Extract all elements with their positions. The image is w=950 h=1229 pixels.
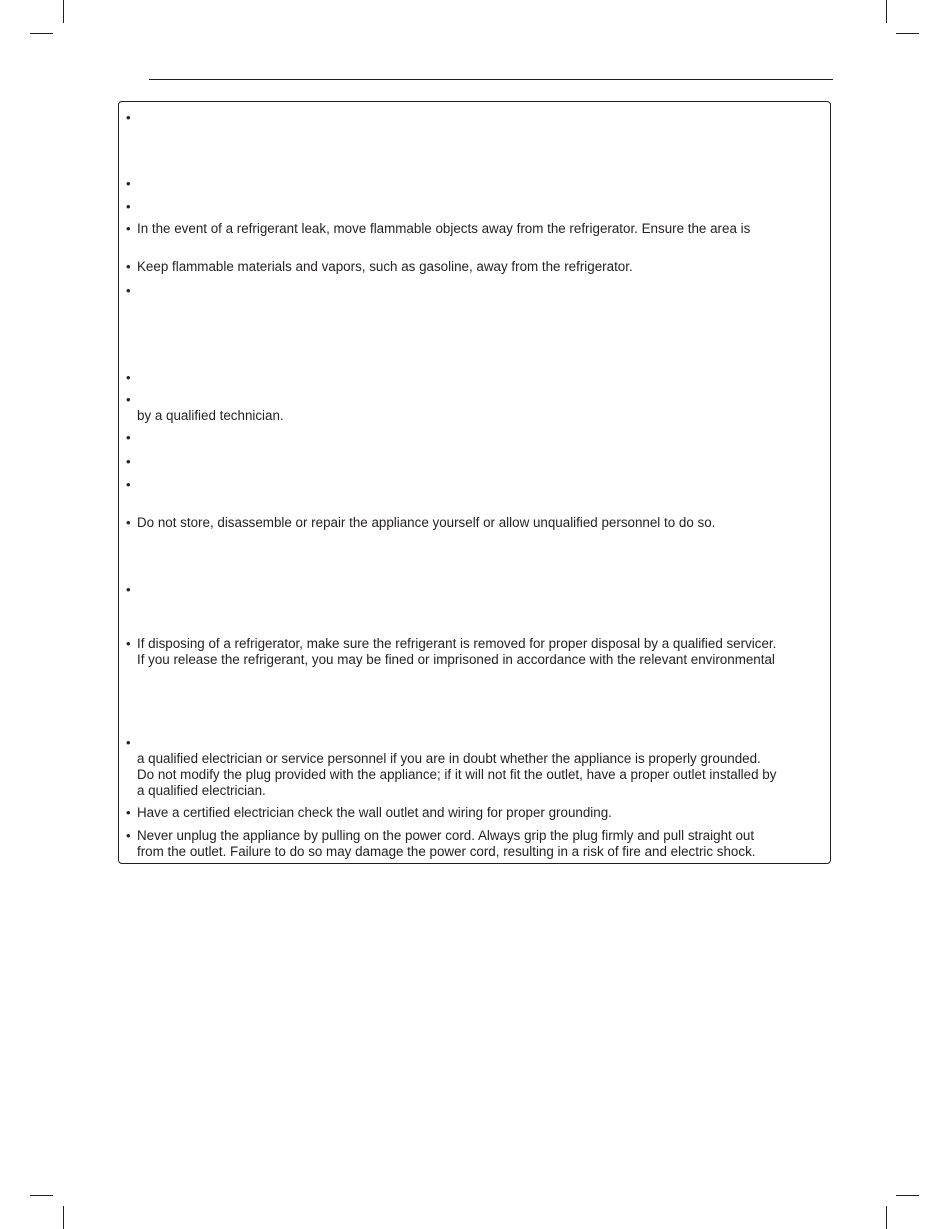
bullet-marker: • xyxy=(126,199,131,214)
bullet-marker: • xyxy=(126,283,131,298)
bullet-marker: • xyxy=(126,221,131,236)
bullet-marker: • xyxy=(126,582,131,597)
bullet-text-line: In the event of a refrigerant leak, move flammable objects away from the refrigerator. Ensure the area is xyxy=(137,221,751,236)
bullet-marker: • xyxy=(126,392,131,407)
crop-mark-top-right-vertical xyxy=(886,0,887,23)
bullet-marker: • xyxy=(126,515,131,530)
bullet-text-line: If you release the refrigerant, you may be fined or imprisoned in accordance with the relevant environmental xyxy=(137,652,775,667)
bullet-marker: • xyxy=(126,110,131,125)
bullet-text-line: Keep flammable materials and vapors, such as gasoline, away from the refrigerator. xyxy=(137,259,633,274)
bullet-marker: • xyxy=(126,259,131,274)
bullet-text-line xyxy=(126,392,826,408)
crop-mark-top-left-vertical xyxy=(63,0,64,23)
bullet-item xyxy=(126,735,826,799)
crop-mark-bottom-left-vertical xyxy=(63,1206,64,1229)
bullet-text-line xyxy=(126,735,826,751)
bullet-marker: • xyxy=(126,805,131,820)
crop-mark-top-left-horizontal xyxy=(30,33,53,34)
bullet-text-line: a qualified electrician or service personnel if you are in doubt whether the appliance is properly grounded. xyxy=(137,751,761,766)
warning-box xyxy=(118,101,831,864)
bullet-text-line: Never unplug the appliance by pulling on the power cord. Always grip the plug firmly and pull straight out xyxy=(137,828,755,843)
bullet-item xyxy=(126,392,826,424)
bullet-text-line: Do not modify the plug provided with the appliance; if it will not fit the outlet, have a proper outlet installed by xyxy=(137,767,777,782)
bullet-text-line: by a qualified technician. xyxy=(137,408,284,423)
bullet-text-line: a qualified electrician. xyxy=(137,783,266,798)
crop-mark-top-right-horizontal xyxy=(896,33,919,34)
bullet-item xyxy=(126,636,826,668)
bullet-marker: • xyxy=(126,370,131,385)
crop-mark-bottom-right-horizontal xyxy=(896,1195,919,1196)
bullet-marker: • xyxy=(126,176,131,191)
bullet-item xyxy=(126,259,826,275)
bullet-marker: • xyxy=(126,735,131,750)
bullet-text-line: from the outlet. Failure to do so may damage the power cord, resulting in a risk of fire and electric shock. xyxy=(137,844,756,859)
bullet-text-line: If disposing of a refrigerator, make sure the refrigerant is removed for proper disposal by a qualified servicer. xyxy=(137,636,777,651)
bullet-text-line: Have a certified electrician check the wall outlet and wiring for proper grounding. xyxy=(137,805,612,820)
crop-mark-bottom-right-vertical xyxy=(886,1206,887,1229)
bullet-item xyxy=(126,515,826,531)
bullet-item xyxy=(126,805,826,821)
bullet-item xyxy=(126,221,826,237)
bullet-marker: • xyxy=(126,828,131,843)
bullet-text-line: Do not store, disassemble or repair the appliance yourself or allow unqualified personnel to do so. xyxy=(137,515,716,530)
bullet-marker: • xyxy=(126,477,131,492)
bullet-item xyxy=(126,828,826,860)
crop-mark-bottom-left-horizontal xyxy=(30,1195,53,1196)
bullet-marker: • xyxy=(126,454,131,469)
bullet-marker: • xyxy=(126,636,131,651)
bullet-marker: • xyxy=(126,430,131,445)
header-rule xyxy=(149,79,833,80)
